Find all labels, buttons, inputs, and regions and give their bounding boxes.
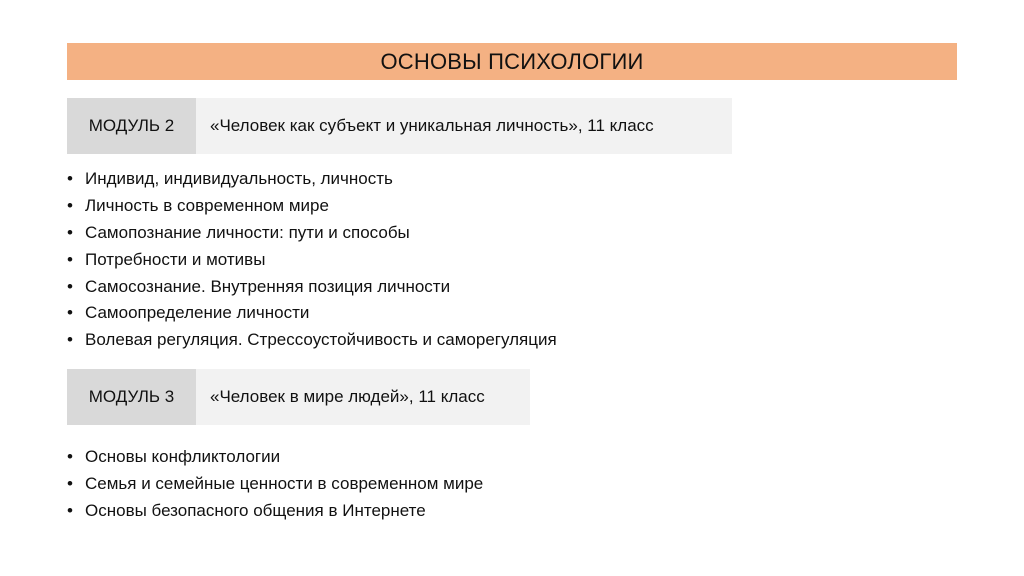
module-2-label: МОДУЛЬ 2 xyxy=(67,98,196,154)
list-item-text: Потребности и мотивы xyxy=(85,249,266,269)
bullet-icon: • xyxy=(67,303,73,323)
module-2-topic-list xyxy=(67,166,557,354)
bullet-icon: • xyxy=(67,169,73,189)
list-item-text: Самопознание личности: пути и способы xyxy=(85,222,410,242)
module-3-header xyxy=(67,369,530,425)
list-item-text: Основы конфликтологии xyxy=(85,447,281,467)
list-item-text: Индивид, индивидуальность, личность xyxy=(85,169,393,189)
module-2-title: «Человек как субъект и уникальная личность», 11 класс xyxy=(196,98,732,154)
list-item-text: Семья и семейные ценности в современном мире xyxy=(85,474,484,494)
bullet-icon: • xyxy=(67,222,73,242)
list-item xyxy=(67,220,557,247)
bullet-icon: • xyxy=(67,196,73,216)
module-3-title: «Человек в мире людей», 11 класс xyxy=(196,369,530,425)
list-item-text: Самоопределение личности xyxy=(85,303,310,323)
list-item xyxy=(67,166,557,193)
page-title: ОСНОВЫ ПСИХОЛОГИИ xyxy=(380,48,644,74)
list-item xyxy=(67,327,557,354)
bullet-icon: • xyxy=(67,447,73,467)
bullet-icon: • xyxy=(67,474,73,494)
list-item xyxy=(67,193,557,220)
list-item xyxy=(67,498,483,525)
list-item-text: Основы безопасного общения в Интернете xyxy=(85,500,426,520)
bullet-icon: • xyxy=(67,500,73,520)
list-item xyxy=(67,273,557,300)
list-item xyxy=(67,444,483,471)
list-item-text: Самосознание. Внутренняя позиция личности xyxy=(85,276,451,296)
module-2-header xyxy=(67,98,732,154)
bullet-icon: • xyxy=(67,249,73,269)
list-item-text: Волевая регуляция. Стрессоустойчивость и саморегуляция xyxy=(85,330,557,350)
list-item xyxy=(67,246,557,273)
list-item xyxy=(67,300,557,327)
bullet-icon: • xyxy=(67,276,73,296)
title-bar xyxy=(67,43,957,80)
module-3-label: МОДУЛЬ 3 xyxy=(67,369,196,425)
list-item xyxy=(67,471,483,498)
bullet-icon: • xyxy=(67,330,73,350)
module-3-topic-list xyxy=(67,444,483,524)
list-item-text: Личность в современном мире xyxy=(85,196,329,216)
